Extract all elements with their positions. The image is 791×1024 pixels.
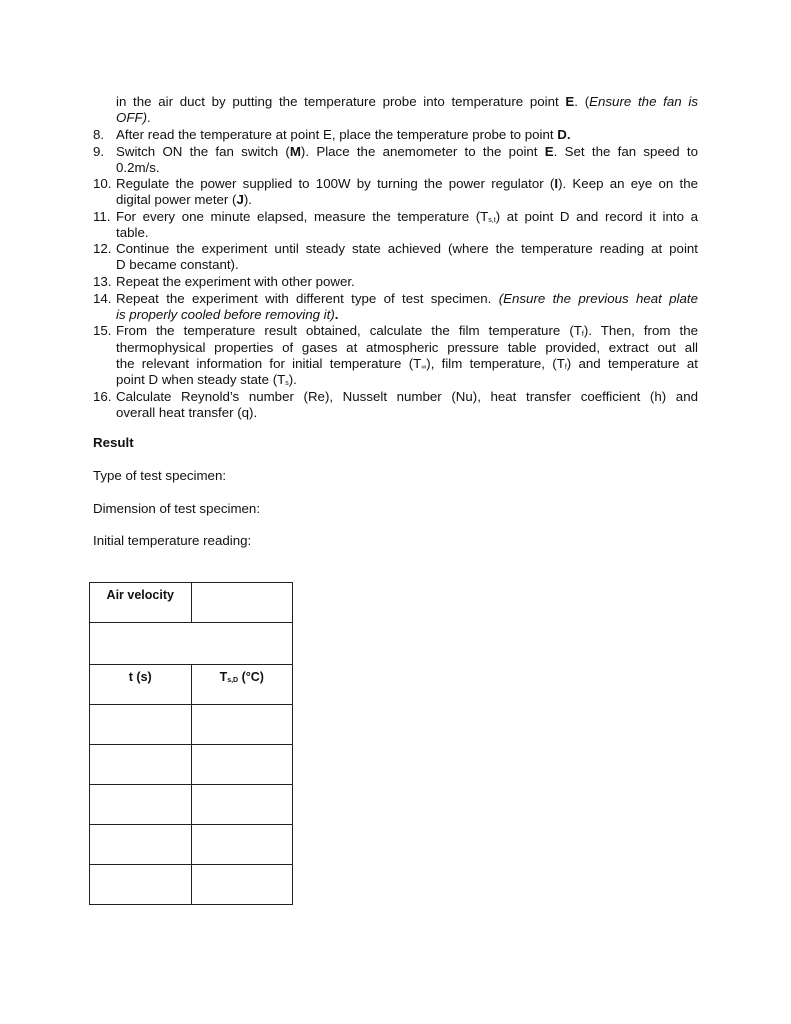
- table-row: [90, 623, 293, 665]
- step-number: 10.: [93, 176, 112, 191]
- temperature-cell[interactable]: [191, 865, 293, 905]
- step-15-line: From the temperature result obtained, calculate the film temperature $(T_f)$. Then, from the: [116, 323, 698, 338]
- step-14-line: is properly cooled before removing it).: [116, 307, 339, 322]
- step-number: 9.: [93, 144, 105, 159]
- time-cell[interactable]: [90, 745, 192, 785]
- field-initial-temperature: Initial temperature reading:: [93, 533, 252, 548]
- table-row: [90, 785, 293, 825]
- table-row: [90, 705, 293, 745]
- step-10-line: digital power meter (J).: [116, 192, 252, 207]
- temperature-subscript: s,D: [227, 677, 239, 684]
- step-number: 16.: [93, 389, 112, 404]
- step-number: 8.: [93, 127, 105, 142]
- step-10-line: Regulate the power supplied to 100W by turning the power regulator (I). Keep an eye on the: [116, 176, 698, 191]
- blank-spanning-cell[interactable]: [90, 623, 293, 665]
- temperature-cell[interactable]: [191, 825, 293, 865]
- temperature-unit: (°C): [238, 670, 264, 684]
- time-cell[interactable]: [90, 865, 192, 905]
- table-row: [90, 745, 293, 785]
- temperature-column-header: [191, 665, 293, 705]
- step-16-line: overall heat transfer (q).: [116, 405, 258, 420]
- temperature-cell[interactable]: [191, 785, 293, 825]
- air-velocity-value-cell[interactable]: [191, 583, 293, 623]
- step-11-line: table.: [116, 225, 149, 240]
- time-column-header: [90, 665, 192, 705]
- step-14-line: Repeat the experiment with different type of test specimen. (Ensure the previous heat plate: [116, 291, 698, 306]
- air-velocity-label: Air velocity: [106, 588, 174, 602]
- temperature-cell[interactable]: [191, 745, 293, 785]
- results-table: [89, 582, 293, 905]
- temperature-symbol: T: [219, 670, 228, 684]
- air-velocity-label-cell: [90, 583, 192, 623]
- temperature-cell[interactable]: [191, 705, 293, 745]
- step-8-line: After read the temperature at point E, place the temperature probe to point D.: [116, 127, 571, 142]
- step-15-line: point D when steady state $(T_s)$.: [116, 372, 297, 387]
- time-header-label: t (s): [128, 670, 152, 684]
- step-number: 12.: [93, 241, 112, 256]
- time-cell[interactable]: [90, 825, 192, 865]
- step-11-line: For every one minute elapsed, measure the temperature $(T_{s,t})$ at point D and record it into a: [116, 209, 698, 224]
- step-12-line: D became constant).: [116, 257, 239, 272]
- table-row: [90, 865, 293, 905]
- step-number: 14.: [93, 291, 112, 306]
- step-number: 11.: [93, 209, 111, 224]
- step-15-line: thermophysical properties of gases at atmospheric pressure table provided, extract out all: [116, 340, 698, 355]
- result-heading: Result: [93, 435, 134, 450]
- step-16-line: Calculate Reynold’s number (Re), Nusselt number (Nu), heat transfer coefficient (h) and: [116, 389, 698, 404]
- step-9-line: 0.2m/s.: [116, 160, 160, 175]
- time-cell[interactable]: [90, 785, 192, 825]
- step-7-cont-line: OFF).: [116, 110, 151, 125]
- step-13-line: Repeat the experiment with other power.: [116, 274, 355, 289]
- time-cell[interactable]: [90, 705, 192, 745]
- step-7-cont-line: in the air duct by putting the temperature probe into temperature point E. (Ensure the fan is: [116, 94, 698, 109]
- step-15-line: the relevant information for initial temperature $(T_\infty)$, film temperature, $(T_f)$ and temperature at: [116, 356, 698, 371]
- field-test-specimen-type: Type of test specimen:: [93, 468, 227, 483]
- table-row: [90, 583, 293, 623]
- field-test-specimen-dimension: Dimension of test specimen:: [93, 501, 261, 516]
- step-12-line: Continue the experiment until steady state achieved (where the temperature reading at point: [116, 241, 698, 256]
- table-header-row: [90, 665, 293, 705]
- step-9-line: Switch ON the fan switch (M). Place the anemometer to the point E. Set the fan speed to: [116, 144, 698, 159]
- table-row: [90, 825, 293, 865]
- step-number: 15.: [93, 323, 112, 338]
- step-number: 13.: [93, 274, 112, 289]
